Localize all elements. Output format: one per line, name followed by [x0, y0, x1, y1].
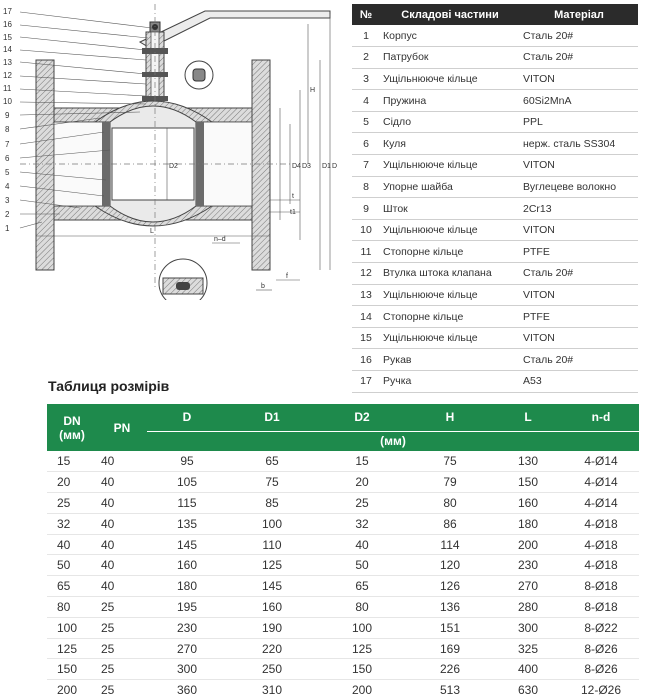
cell-d: 180: [147, 576, 227, 597]
cell-d: 145: [147, 534, 227, 555]
cell-d: 105: [147, 472, 227, 493]
dim-d1: D1: [322, 163, 331, 170]
header-material: Матеріал: [520, 4, 638, 25]
parts-row: [352, 25, 638, 47]
dims-row: [47, 597, 639, 618]
dims-table-title: Таблиця розмірів: [48, 378, 170, 394]
cell-nd: 8-Ø22: [563, 617, 639, 638]
header-nd: n-d: [563, 404, 639, 431]
cell-pn: 25: [97, 597, 147, 618]
part-material: VITON: [520, 155, 638, 177]
parts-row: [352, 198, 638, 220]
dims-row: [47, 617, 639, 638]
cell-d2: 15: [317, 451, 407, 472]
cell-dn: 125: [47, 638, 97, 659]
cell-nd: 4-Ø14: [563, 451, 639, 472]
parts-row: [352, 284, 638, 306]
cell-h: 226: [407, 659, 493, 680]
part-number: 6: [352, 133, 380, 155]
part-material: A53: [520, 371, 638, 393]
cell-l: 230: [493, 555, 563, 576]
dims-row: [47, 472, 639, 493]
part-material: нерж. сталь SS304: [520, 133, 638, 155]
cell-l: 325: [493, 638, 563, 659]
cell-d2: 25: [317, 493, 407, 514]
cell-d: 115: [147, 493, 227, 514]
dim-h: H: [310, 87, 316, 94]
part-number: 11: [352, 241, 380, 263]
header-name: Складові частини: [380, 4, 520, 25]
part-number: 5: [352, 111, 380, 133]
detail-circle-bottom: [159, 259, 207, 300]
part-name: Стопорне кільце: [380, 306, 520, 328]
callout-numbers: [3, 7, 12, 233]
cell-h: 126: [407, 576, 493, 597]
cell-d1: 75: [227, 472, 317, 493]
cell-pn: 40: [97, 451, 147, 472]
part-name: Патрубок: [380, 47, 520, 69]
cell-d2: 200: [317, 680, 407, 699]
cell-d1: 85: [227, 493, 317, 514]
cell-l: 400: [493, 659, 563, 680]
part-material: Сталь 20#: [520, 47, 638, 69]
part-name: Упорне шайба: [380, 176, 520, 198]
parts-row: [352, 111, 638, 133]
cell-h: 79: [407, 472, 493, 493]
header-unit: (мм): [147, 431, 639, 451]
parts-table-body: [352, 25, 638, 392]
cell-l: 150: [493, 472, 563, 493]
parts-row: [352, 176, 638, 198]
callout-13: 13: [3, 58, 12, 67]
cell-nd: 8-Ø18: [563, 597, 639, 618]
parts-row: [352, 68, 638, 90]
dims-row: [47, 659, 639, 680]
cell-pn: 25: [97, 617, 147, 638]
cell-h: 169: [407, 638, 493, 659]
cell-d1: 220: [227, 638, 317, 659]
cell-d: 160: [147, 555, 227, 576]
cell-h: 120: [407, 555, 493, 576]
part-name: Пружина: [380, 90, 520, 112]
part-number: 16: [352, 349, 380, 371]
parts-row: [352, 327, 638, 349]
cell-h: 114: [407, 534, 493, 555]
cell-l: 130: [493, 451, 563, 472]
callout-16: 16: [3, 20, 12, 29]
cell-pn: 25: [97, 680, 147, 699]
cell-d1: 250: [227, 659, 317, 680]
callout-8: 8: [5, 125, 10, 134]
header-dn: [47, 404, 97, 451]
dim-d2: D2: [169, 163, 178, 170]
cell-dn: 150: [47, 659, 97, 680]
part-number: 4: [352, 90, 380, 112]
cell-dn: 32: [47, 513, 97, 534]
cell-nd: 12-Ø26: [563, 680, 639, 699]
part-name: Куля: [380, 133, 520, 155]
dims-row: [47, 534, 639, 555]
right-flange: [252, 60, 270, 270]
dims-row: [47, 451, 639, 472]
callout-14: 14: [3, 45, 12, 54]
part-name: Втулка штока клапана: [380, 263, 520, 285]
cell-h: 75: [407, 451, 493, 472]
dim-b: b: [261, 283, 265, 290]
callout-6: 6: [5, 154, 10, 163]
callout-5: 5: [5, 168, 10, 177]
part-number: 14: [352, 306, 380, 328]
dim-d: D: [332, 163, 338, 170]
part-number: 13: [352, 284, 380, 306]
callout-12: 12: [3, 71, 12, 80]
dims-header-row: [47, 404, 639, 431]
dims-row: [47, 638, 639, 659]
dims-table: [47, 404, 639, 699]
part-name: Ущільнююче кільце: [380, 219, 520, 241]
cell-d1: 310: [227, 680, 317, 699]
header-pn: PN: [97, 404, 147, 451]
cell-nd: 4-Ø18: [563, 555, 639, 576]
callout-11: 11: [3, 84, 12, 93]
cell-l: 200: [493, 534, 563, 555]
cell-d: 195: [147, 597, 227, 618]
parts-table-header: [352, 4, 638, 25]
cell-dn: 65: [47, 576, 97, 597]
header-h: H: [407, 404, 493, 431]
cell-d2: 80: [317, 597, 407, 618]
part-material: Вуглецеве волокно: [520, 176, 638, 198]
cell-d1: 125: [227, 555, 317, 576]
part-material: Сталь 20#: [520, 349, 638, 371]
part-number: 17: [352, 371, 380, 393]
handle-lever: [140, 11, 330, 48]
callout-17: 17: [3, 7, 12, 16]
part-material: VITON: [520, 327, 638, 349]
cell-dn: 40: [47, 534, 97, 555]
cell-d2: 20: [317, 472, 407, 493]
dims-row: [47, 680, 639, 699]
cell-pn: 25: [97, 659, 147, 680]
cell-dn: 20: [47, 472, 97, 493]
part-material: Сталь 20#: [520, 263, 638, 285]
valve-cross-section-drawing: [0, 0, 345, 300]
cell-d2: 65: [317, 576, 407, 597]
cell-dn: 50: [47, 555, 97, 576]
cell-dn: 200: [47, 680, 97, 699]
cell-d2: 100: [317, 617, 407, 638]
part-name: Ущільнююче кільце: [380, 68, 520, 90]
parts-table: [352, 4, 638, 393]
callout-4: 4: [5, 182, 10, 191]
dims-row: [47, 493, 639, 514]
part-number: 12: [352, 263, 380, 285]
dims-row: [47, 555, 639, 576]
cell-d1: 100: [227, 513, 317, 534]
parts-row: [352, 371, 638, 393]
dim-f: f: [286, 273, 288, 280]
part-number: 10: [352, 219, 380, 241]
cell-d2: 150: [317, 659, 407, 680]
part-material: PTFE: [520, 306, 638, 328]
cell-h: 513: [407, 680, 493, 699]
callout-2: 2: [5, 210, 10, 219]
part-material: VITON: [520, 68, 638, 90]
dim-d3: D3: [302, 163, 311, 170]
header-num: №: [352, 4, 380, 25]
dim-t1: t1: [290, 209, 296, 216]
cell-nd: 4-Ø18: [563, 513, 639, 534]
cell-h: 86: [407, 513, 493, 534]
cell-h: 80: [407, 493, 493, 514]
cell-d1: 145: [227, 576, 317, 597]
part-material: Сталь 20#: [520, 25, 638, 47]
dims-table-body: [47, 451, 639, 699]
cell-d: 135: [147, 513, 227, 534]
parts-row: [352, 133, 638, 155]
cell-pn: 40: [97, 472, 147, 493]
cell-d2: 32: [317, 513, 407, 534]
parts-row: [352, 47, 638, 69]
cell-pn: 40: [97, 576, 147, 597]
cell-nd: 4-Ø14: [563, 493, 639, 514]
part-number: 9: [352, 198, 380, 220]
cell-d: 300: [147, 659, 227, 680]
cell-pn: 40: [97, 555, 147, 576]
cell-d2: 40: [317, 534, 407, 555]
parts-row: [352, 219, 638, 241]
callout-9: 9: [5, 111, 10, 120]
cell-d1: 110: [227, 534, 317, 555]
detail-circle-top: [185, 61, 213, 89]
cell-d: 230: [147, 617, 227, 638]
cell-nd: 8-Ø18: [563, 576, 639, 597]
cell-h: 136: [407, 597, 493, 618]
cell-d: 95: [147, 451, 227, 472]
part-number: 3: [352, 68, 380, 90]
cell-d2: 50: [317, 555, 407, 576]
dims-row: [47, 576, 639, 597]
header-d2: D2: [317, 404, 407, 431]
part-name: Ущільнююче кільце: [380, 284, 520, 306]
part-material: PTFE: [520, 241, 638, 263]
header-dn-label: DN: [63, 413, 81, 428]
dim-t: t: [292, 193, 294, 200]
cell-l: 160: [493, 493, 563, 514]
callout-3: 3: [5, 196, 10, 205]
cell-d1: 190: [227, 617, 317, 638]
part-number: 8: [352, 176, 380, 198]
header-l: L: [493, 404, 563, 431]
header-d1: D1: [227, 404, 317, 431]
part-number: 7: [352, 155, 380, 177]
callout-1: 1: [5, 224, 10, 233]
part-name: Стопорне кільце: [380, 241, 520, 263]
parts-row: [352, 241, 638, 263]
dims-row: [47, 513, 639, 534]
parts-row: [352, 306, 638, 328]
cell-dn: 15: [47, 451, 97, 472]
cell-pn: 40: [97, 534, 147, 555]
part-name: Шток: [380, 198, 520, 220]
dim-d4: D4: [292, 163, 301, 170]
part-name: Сідло: [380, 111, 520, 133]
cell-d: 270: [147, 638, 227, 659]
cell-dn: 80: [47, 597, 97, 618]
cell-l: 630: [493, 680, 563, 699]
cell-d: 360: [147, 680, 227, 699]
cell-pn: 40: [97, 513, 147, 534]
part-material: VITON: [520, 284, 638, 306]
cell-pn: 40: [97, 493, 147, 514]
part-material: 60Si2MnA: [520, 90, 638, 112]
cell-d1: 65: [227, 451, 317, 472]
header-d: D: [147, 404, 227, 431]
cell-dn: 25: [47, 493, 97, 514]
cell-pn: 25: [97, 638, 147, 659]
cell-l: 180: [493, 513, 563, 534]
callout-10: 10: [3, 97, 12, 106]
part-name: Ущільнююче кільце: [380, 155, 520, 177]
cell-d1: 160: [227, 597, 317, 618]
part-number: 15: [352, 327, 380, 349]
part-name: Ручка: [380, 371, 520, 393]
dim-nd: n–d: [214, 236, 226, 243]
part-material: VITON: [520, 219, 638, 241]
part-name: Рукав: [380, 349, 520, 371]
part-name: Корпус: [380, 25, 520, 47]
part-number: 1: [352, 25, 380, 47]
left-flange: [36, 60, 54, 270]
parts-row: [352, 349, 638, 371]
cell-nd: 4-Ø14: [563, 472, 639, 493]
dim-l: L: [150, 228, 154, 235]
cell-l: 300: [493, 617, 563, 638]
cell-d2: 125: [317, 638, 407, 659]
cell-l: 280: [493, 597, 563, 618]
cell-nd: 8-Ø26: [563, 659, 639, 680]
callout-7: 7: [5, 140, 10, 149]
part-material: 2Cr13: [520, 198, 638, 220]
cell-nd: 8-Ø26: [563, 638, 639, 659]
callout-15: 15: [3, 33, 12, 42]
part-name: Ущільнююче кільце: [380, 327, 520, 349]
part-number: 2: [352, 47, 380, 69]
header-dn-unit: (мм): [59, 427, 85, 442]
part-material: PPL: [520, 111, 638, 133]
cell-nd: 4-Ø18: [563, 534, 639, 555]
parts-row: [352, 90, 638, 112]
cell-dn: 100: [47, 617, 97, 638]
cell-h: 151: [407, 617, 493, 638]
parts-row: [352, 263, 638, 285]
parts-row: [352, 155, 638, 177]
cell-l: 270: [493, 576, 563, 597]
